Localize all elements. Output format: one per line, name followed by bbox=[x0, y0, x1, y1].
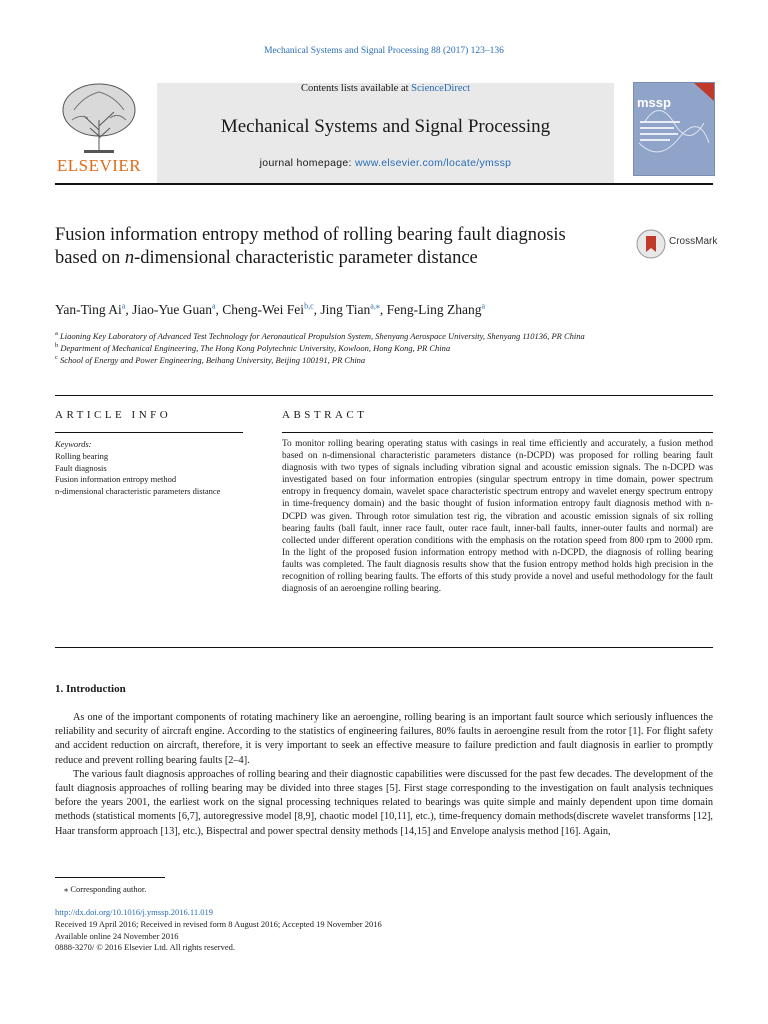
homepage-link[interactable]: www.elsevier.com/locate/ymssp bbox=[354, 157, 512, 169]
affiliation-mark: c bbox=[55, 354, 58, 362]
author-name[interactable]: Feng-Ling Zhang bbox=[386, 302, 482, 317]
contents-line bbox=[157, 83, 614, 94]
keyword-item: n-dimensional characteristic parameters distance bbox=[55, 486, 221, 497]
title-part1: Fusion information entropy method of rolling bearing fault diagnosis based on bbox=[55, 225, 566, 268]
sciencedirect-link[interactable]: ScienceDirect bbox=[411, 83, 471, 94]
affiliations bbox=[55, 330, 655, 366]
keyword-item: Fault diagnosis bbox=[55, 462, 107, 473]
title-italic: n bbox=[124, 248, 135, 268]
paper-title bbox=[55, 224, 605, 270]
author-name[interactable]: Yan-Ting Ai bbox=[55, 302, 122, 317]
homepage-prefix: journal homepage: bbox=[259, 157, 355, 169]
affiliation-item bbox=[55, 342, 655, 354]
introduction-paragraph: The various fault diagnosis approaches of rolling bearing and their diagnostic capabilities were discussed for the past few decades. The development of the fault diagnosis approaches of rolling bearing may be divided into three stages [5]. First stage corresponding to the investigation on fault analysis techniques before the years 2001, the earliest work on the signal processing techniques related to bearings was quite simple and mainly dependent upon time domain methods (statistical moments [6,7], autoregressive model [8,9], chaotic model [10,11], etc.), time-frequency domain methods(discrete wavelet transforms [12], Haar transform approach [13], etc.), Bispectral and power spectral density methods [14,15] and Envelope analysis method [16]. Again, bbox=[55, 768, 713, 837]
affiliation-mark: b bbox=[55, 342, 59, 350]
keyword-item: Fusion information entropy method bbox=[55, 474, 177, 485]
available-online: Available online 24 November 2016 bbox=[55, 930, 179, 941]
doi-link[interactable]: http://dx.doi.org/10.1016/j.ymssp.2016.11.019 bbox=[55, 907, 213, 917]
publication-info bbox=[55, 907, 382, 954]
keywords-block bbox=[55, 439, 243, 498]
journal-citation[interactable]: Mechanical Systems and Signal Processing 88 (2017) 123–136 bbox=[264, 46, 504, 56]
title-part2: -dimensional characteristic parameter distance bbox=[134, 248, 478, 268]
article-info-heading: ARTICLE INFO bbox=[55, 409, 172, 421]
author-name[interactable]: Cheng-Wei Fei bbox=[222, 302, 305, 317]
homepage-line bbox=[157, 157, 614, 169]
cover-label: mssp bbox=[637, 95, 671, 110]
affiliation-text: Liaoning Key Laboratory of Advanced Test Technology for Aeronautical Propulsion System, Shenyang Aerospace University, Shenyang 110136, PR China bbox=[60, 331, 585, 341]
introduction-heading: 1. Introduction bbox=[55, 683, 126, 695]
author-list: Yan-Ting Ai$^a$, Jiao-Yue Guan$^a$, Cheng-Wei Fei$^{b,c}$, Jing Tian$^{a,⁎}$, Feng-Ling Zhang$^a$ bbox=[55, 301, 486, 317]
introduction-paragraph: As one of the important components of rotating machinery like an aeroengine, rolling bearing is an important fault source which seriously influences the reliability and security of aircraft engine. According to the statistics of engineering failures, 80% faults in aeroengine result from the rotor [1]. For flight safety and accident reduction on aircraft, therefore, it is very important to seek an effective measure to failure prediction and fault diagnosis in earlier to promptly reduce and prevent rolling bearing faults [2–4]. bbox=[55, 712, 713, 766]
author-affiliation-mark[interactable]: b,c bbox=[304, 301, 314, 311]
keywords-title: Keywords: bbox=[55, 439, 92, 449]
contents-prefix: Contents lists available at bbox=[300, 83, 412, 94]
affiliation-text: School of Energy and Power Engineering, Beihang University, Beijing 100191, PR China bbox=[60, 355, 366, 365]
author-affiliation-mark[interactable]: a,⁎ bbox=[370, 301, 380, 311]
journal-title: Mechanical Systems and Signal Processing bbox=[220, 116, 551, 137]
abstract-rule bbox=[282, 432, 713, 433]
abstract-text: To monitor rolling bearing operating status with casings in real time efficiently and accurately, a fusion method based on n-dimensional characteristic parameters distance (n-DCPD) was proposed for rolling bearing fault diagnosis with two types of signals including vibration signal and acoustic emission signals. The n-DCPD was investigated based on four information entropies (singular spectrum entropy in time domain, power spectrum entropy in frequency domain, wavelet space characteristic spectrum entropy and wavelet energy spectrum entropy in time-frequency domain) and the basic thought of fusion information entropy fault diagnosis method with n-DCPD was given. Through rotor simulation test rig, the vibration and acoustic emission signals of six rolling bearing faults (ball fault, inner race fault, outer race fault, inner-ball faults, inner-outer faults and normal) are collected under different operation conditions with the emphasis on the rotation speed from 800 rpm to 2000 rpm. In the light of the proposed fusion information entropy method with n-DCPD, the diagnosis of rolling bearing faults was completed. The fault diagnosis results show that the fusion entropy method holds high precision in the recognition of rolling bearing faults. The efforts of this study provide a novel and useful methodology for the fault diagnosis of an aeroengine rolling bearing. bbox=[282, 439, 713, 595]
elsevier-wordmark: ELSEVIER bbox=[56, 156, 142, 175]
author-name[interactable]: Jiao-Yue Guan bbox=[132, 302, 212, 317]
author-name[interactable]: Jing Tian bbox=[320, 302, 371, 317]
author-affiliation-mark[interactable]: a bbox=[121, 301, 126, 311]
author-affiliation-mark[interactable]: a bbox=[481, 301, 486, 311]
affiliation-text: Department of Mechanical Engineering, The Hong Kong Polytechnic University, Kowloon, Hong Kong, PR China bbox=[60, 343, 451, 353]
copyright: 0888-3270/ © 2016 Elsevier Ltd. All rights reserved. bbox=[55, 942, 235, 953]
author-affiliation-mark[interactable]: a bbox=[211, 301, 216, 311]
section-rule bbox=[55, 395, 713, 396]
section-rule bbox=[55, 647, 713, 648]
received-dates: Received 19 April 2016; Received in revised form 8 August 2016; Accepted 19 November 2016 bbox=[55, 918, 382, 929]
keyword-item: Rolling bearing bbox=[55, 450, 109, 461]
affiliation-mark: a bbox=[55, 330, 58, 338]
affiliation-item bbox=[55, 330, 655, 342]
article-info-rule bbox=[55, 432, 243, 433]
footnote-rule bbox=[55, 877, 165, 878]
crossmark-label[interactable]: CrossMark bbox=[669, 236, 718, 247]
affiliation-item bbox=[55, 354, 655, 366]
header-rule bbox=[55, 183, 713, 185]
corresponding-author-note: ⁎ Corresponding author. bbox=[64, 884, 147, 894]
introduction-body bbox=[55, 711, 713, 839]
abstract-heading: ABSTRACT bbox=[282, 409, 368, 421]
